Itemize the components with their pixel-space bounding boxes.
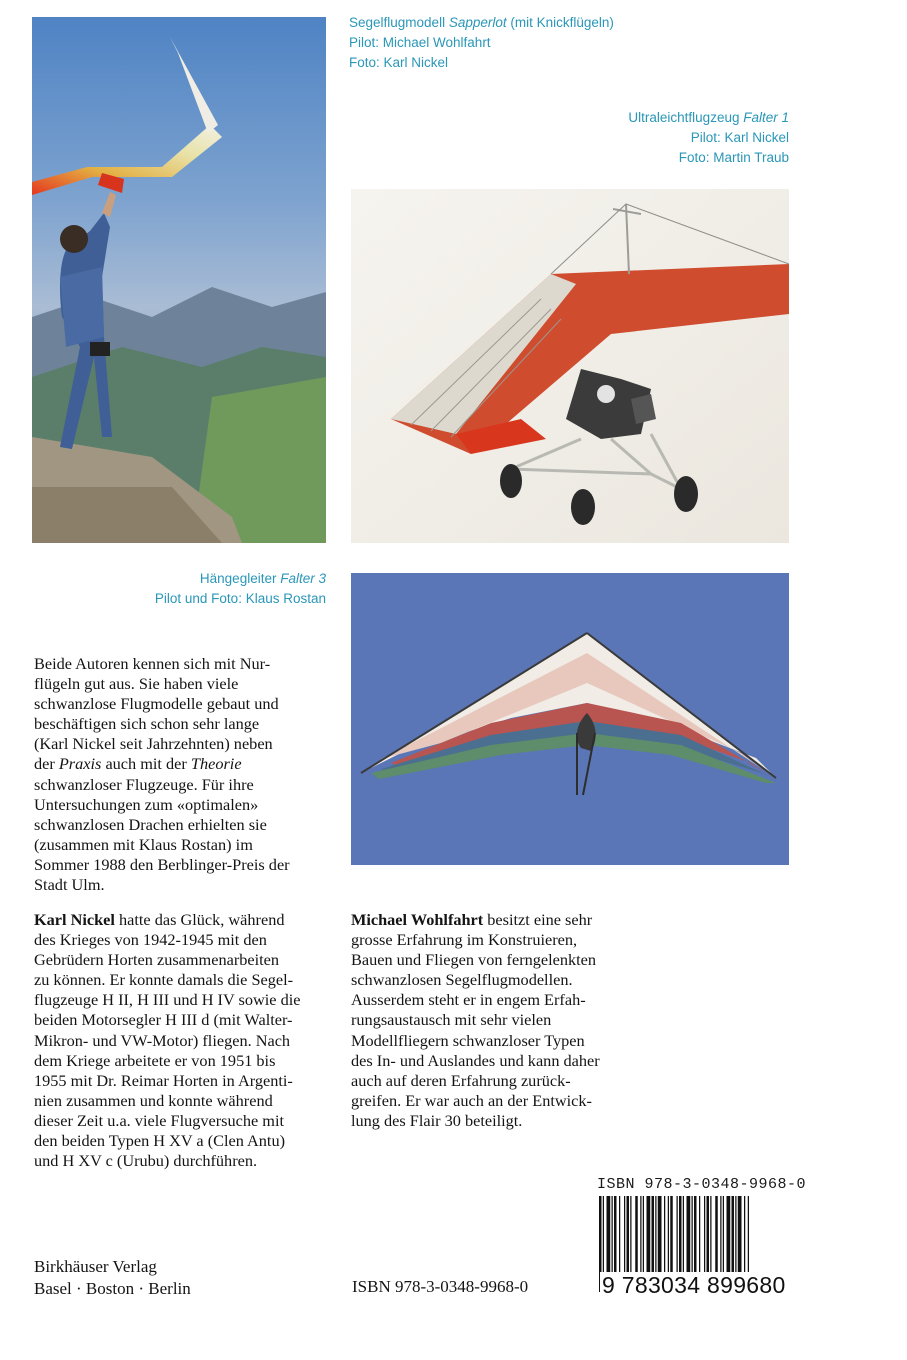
- publisher-cities: Basel · Boston · Berlin: [34, 1279, 191, 1298]
- caption-sapperlot-name: Sapperlot: [448, 15, 507, 30]
- bio-line: Gebrüdern Horten zusammenarbeiten: [34, 950, 280, 970]
- blurb-emphasis-praxis: Praxis: [58, 754, 102, 774]
- publisher-block: [34, 1256, 294, 1300]
- bio-line: grosse Erfahrung im Konstruieren,: [351, 930, 578, 950]
- caption-falter3-pilot: Pilot und Foto: Klaus Rostan: [154, 591, 326, 606]
- barcode-bar: [652, 1196, 655, 1274]
- barcode-bar: [727, 1196, 731, 1274]
- barcode-bar: [643, 1196, 644, 1274]
- barcode-bar: [744, 1196, 745, 1274]
- barcode-bar: [670, 1196, 673, 1274]
- barcode-bar: [630, 1196, 631, 1274]
- barcode-bar: [738, 1196, 742, 1274]
- barcode-bar: [735, 1196, 736, 1274]
- bio-text: hatte das Glück, während: [114, 910, 285, 929]
- photo-falter1: [351, 189, 789, 543]
- blurb-line: flügeln gut aus. Sie haben viele: [34, 674, 239, 694]
- bio-line: lung des Flair 30 beteiligt.: [351, 1110, 523, 1130]
- barcode-bar: [720, 1196, 721, 1274]
- barcode-digits: 9 783034 899680: [602, 1272, 786, 1298]
- blurb-line: schwanzloser Flugzeuge. Für ihre: [34, 774, 254, 794]
- blurb-paragraph: [34, 654, 334, 895]
- bio-line: 1955 mit Dr. Reimar Horten in Argenti-: [34, 1070, 293, 1090]
- barcode-bar: [647, 1196, 651, 1274]
- bio-line: beiden Motorsegler H III d (mit Walter-: [34, 1010, 293, 1030]
- blurb-text: der: [34, 754, 59, 774]
- caption-falter1-pilot: Pilot: Karl Nickel: [690, 130, 789, 145]
- bio-line: auch auf deren Erfahrung zurück-: [351, 1070, 571, 1090]
- caption-falter3: [26, 569, 326, 609]
- bio-line: des Krieges von 1942-1945 mit den: [34, 930, 267, 950]
- caption-sapperlot: [349, 13, 749, 73]
- publisher-name: Birkhäuser Verlag: [34, 1257, 157, 1276]
- barcode-bar: [723, 1196, 724, 1274]
- barcode-bar: [640, 1196, 641, 1274]
- blurb-line: schwanzlosen Drachen erhielten sie: [34, 814, 267, 834]
- bio-name-michael-wohlfahrt: Michael Wohlfahrt: [351, 910, 484, 929]
- blurb-emphasis-theorie: Theorie: [190, 754, 242, 774]
- barcode-bar: [619, 1196, 620, 1274]
- bio-name-karl-nickel: Karl Nickel: [34, 910, 115, 929]
- barcode-bar: [607, 1196, 611, 1274]
- barcode-bar: [687, 1196, 691, 1274]
- caption-sapperlot-pilot: Pilot: Michael Wohlfahrt: [349, 35, 491, 50]
- bio-text: besitzt eine sehr: [483, 910, 593, 929]
- bio-line: dieser Zeit u.a. viele Flugversuche mit: [34, 1110, 285, 1130]
- caption-falter1-name: Falter 1: [743, 110, 789, 125]
- barcode-bar: [679, 1196, 682, 1274]
- blurb-line: (zusammen mit Klaus Rostan) im: [34, 834, 253, 854]
- blurb-line: Sommer 1988 den Berblinger-Preis der: [34, 854, 290, 874]
- bio-line: des In- und Auslandes und kann daher: [351, 1050, 600, 1070]
- blurb-line: Beide Autoren kennen sich mit Nur-: [34, 654, 271, 673]
- barcode-bar: [668, 1196, 669, 1274]
- blurb-line: Stadt Ulm.: [34, 875, 105, 895]
- barcode-bar: [624, 1196, 625, 1274]
- caption-sapperlot-foto: Foto: Karl Nickel: [349, 55, 449, 70]
- barcode-bar: [707, 1196, 710, 1274]
- barcode-bar: [699, 1196, 700, 1274]
- blurb-line: Untersuchungen zum «optimalen»: [34, 794, 259, 814]
- bio-line: Mikron- und VW-Motor) fliegen. Nach: [34, 1030, 291, 1050]
- blurb-line: schwanzlose Flugmodelle gebaut und: [34, 694, 279, 714]
- blurb-line: beschäftigen sich schon sehr lange: [34, 714, 260, 734]
- blurb-line: [34, 754, 334, 774]
- caption-falter1-prefix: Ultraleichtflugzeug: [628, 110, 744, 125]
- bio-line: [351, 910, 671, 930]
- blurb-line: (Karl Nickel seit Jahrzehnten) neben: [34, 734, 273, 754]
- bio-line: flugzeuge H II, H III und H IV sowie die: [34, 990, 301, 1010]
- bio-line: dem Kriege arbeitete er von 1951 bis: [34, 1050, 276, 1070]
- barcode-bar: [715, 1196, 718, 1274]
- barcode-bar: [710, 1196, 711, 1274]
- blurb-text: auch mit der: [101, 754, 191, 774]
- caption-falter3-name: Falter 3: [280, 571, 326, 586]
- caption-sapperlot-suffix: (mit Knickflügeln): [506, 15, 614, 30]
- barcode-bar: [694, 1196, 697, 1274]
- bio-line: [34, 910, 334, 930]
- caption-falter1-foto: Foto: Martin Traub: [678, 150, 789, 165]
- photo-sapperlot: [32, 17, 326, 543]
- barcode-bar: [635, 1196, 638, 1274]
- barcode-bar: [614, 1196, 617, 1274]
- barcode-bar: [692, 1196, 693, 1274]
- bio-line: greifen. Er war auch an der Entwick-: [351, 1090, 592, 1110]
- barcode-bar: [658, 1196, 662, 1274]
- barcode-bar: [627, 1196, 630, 1274]
- bio-line: zu können. Er konnte damals die Segel-: [34, 970, 294, 990]
- isbn-bottom: ISBN 978-3-0348-9968-0: [352, 1277, 529, 1296]
- bio-michael-wohlfahrt: [351, 910, 671, 1131]
- photo-falter3: [351, 573, 789, 865]
- bio-line: Ausserdem steht er in engem Erfah-: [351, 990, 586, 1010]
- caption-falter1: [489, 108, 789, 168]
- bio-karl-nickel: [34, 910, 334, 1171]
- bio-line: und H XV c (Urubu) durchführen.: [34, 1151, 258, 1171]
- isbn-barcode-label: ISBN 978-3-0348-9968-0: [597, 1176, 807, 1193]
- bio-line: Bauen und Fliegen von ferngelenkten: [351, 950, 597, 970]
- barcode-bar: [612, 1196, 613, 1274]
- barcode-bar: [704, 1196, 705, 1274]
- caption-falter3-prefix: Hängegleiter: [199, 571, 281, 586]
- bio-line: schwanzlosen Segelflugmodellen.: [351, 970, 573, 990]
- bio-line: den beiden Typen H XV a (Clen Antu): [34, 1131, 286, 1151]
- bio-line: nien zusammen und konnte während: [34, 1090, 273, 1110]
- caption-sapperlot-prefix: Segelflugmodell: [349, 15, 449, 30]
- barcode-bar: [655, 1196, 656, 1274]
- barcode-bar: [664, 1196, 665, 1274]
- bio-line: rungsaustausch mit sehr vielen: [351, 1010, 552, 1030]
- bio-line: Modellfliegern schwanzloser Typen: [351, 1030, 585, 1050]
- barcode-bar: [732, 1196, 735, 1274]
- barcode-bar: [683, 1196, 684, 1274]
